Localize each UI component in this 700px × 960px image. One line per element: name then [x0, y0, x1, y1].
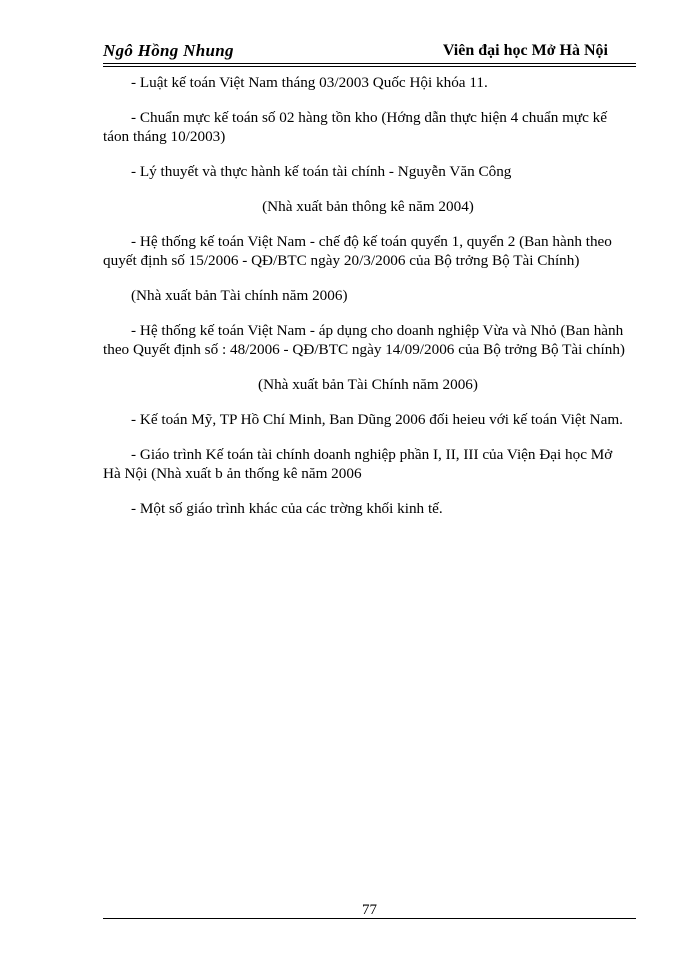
- publisher-note: (Nhà xuất bản thông kê năm 2004): [262, 198, 474, 215]
- reference-item: - Giáo trình Kế toán tài chính doanh nghiệp phần I, II, III của Viện Đại học Mở Hà Nội (Nhà xuất b ản thống kê năm 2006: [103, 446, 613, 482]
- reference-item: - Hệ thống kế toán Việt Nam - chế độ kế toán quyển 1, quyển 2 (Ban hành theo quyết định số 15/2006 - QĐ/BTC ngày 20/3/2006 của Bộ trởng Bộ Tài Chính): [103, 233, 612, 269]
- footer-rule: [103, 918, 636, 919]
- reference-item: - Chuẩn mực kế toán số 02 hàng tồn kho (Hớng dẫn thực hiện 4 chuẩn mực kế táon tháng 10/2003): [103, 109, 608, 145]
- page-number: 77: [362, 902, 377, 918]
- page-header: [103, 40, 636, 64]
- reference-item: - Lý thuyết và thực hành kế toán tài chính - Nguyễn Văn Công: [131, 163, 512, 180]
- publisher-note: (Nhà xuất bản Tài Chính năm 2006): [258, 376, 478, 393]
- reference-list: [103, 73, 633, 534]
- header-author: Ngô Hồng Nhung: [103, 41, 234, 60]
- reference-item: - Một số giáo trình khác của các trờng khối kinh tế.: [131, 500, 443, 517]
- header-institution: Viên đại học Mở Hà Nội: [442, 42, 608, 59]
- reference-item: - Kế toán Mỹ, TP Hồ Chí Minh, Ban Dũng 2006 đối heieu với kế toán Việt Nam.: [131, 411, 623, 428]
- header-rule-thin: [103, 66, 636, 67]
- reference-item: - Luật kế toán Việt Nam tháng 03/2003 Quốc Hội khóa 11.: [131, 74, 488, 91]
- header-rule: [103, 63, 636, 64]
- reference-item: - Hệ thống kế toán Việt Nam - áp dụng cho doanh nghiệp Vừa và Nhỏ (Ban hành theo Quyết định số : 48/2006 - QĐ/BTC ngày 14/09/2006 của Bộ trởng Bộ Tài chính): [103, 322, 625, 358]
- publisher-note: (Nhà xuất bản Tài chính năm 2006): [131, 287, 348, 304]
